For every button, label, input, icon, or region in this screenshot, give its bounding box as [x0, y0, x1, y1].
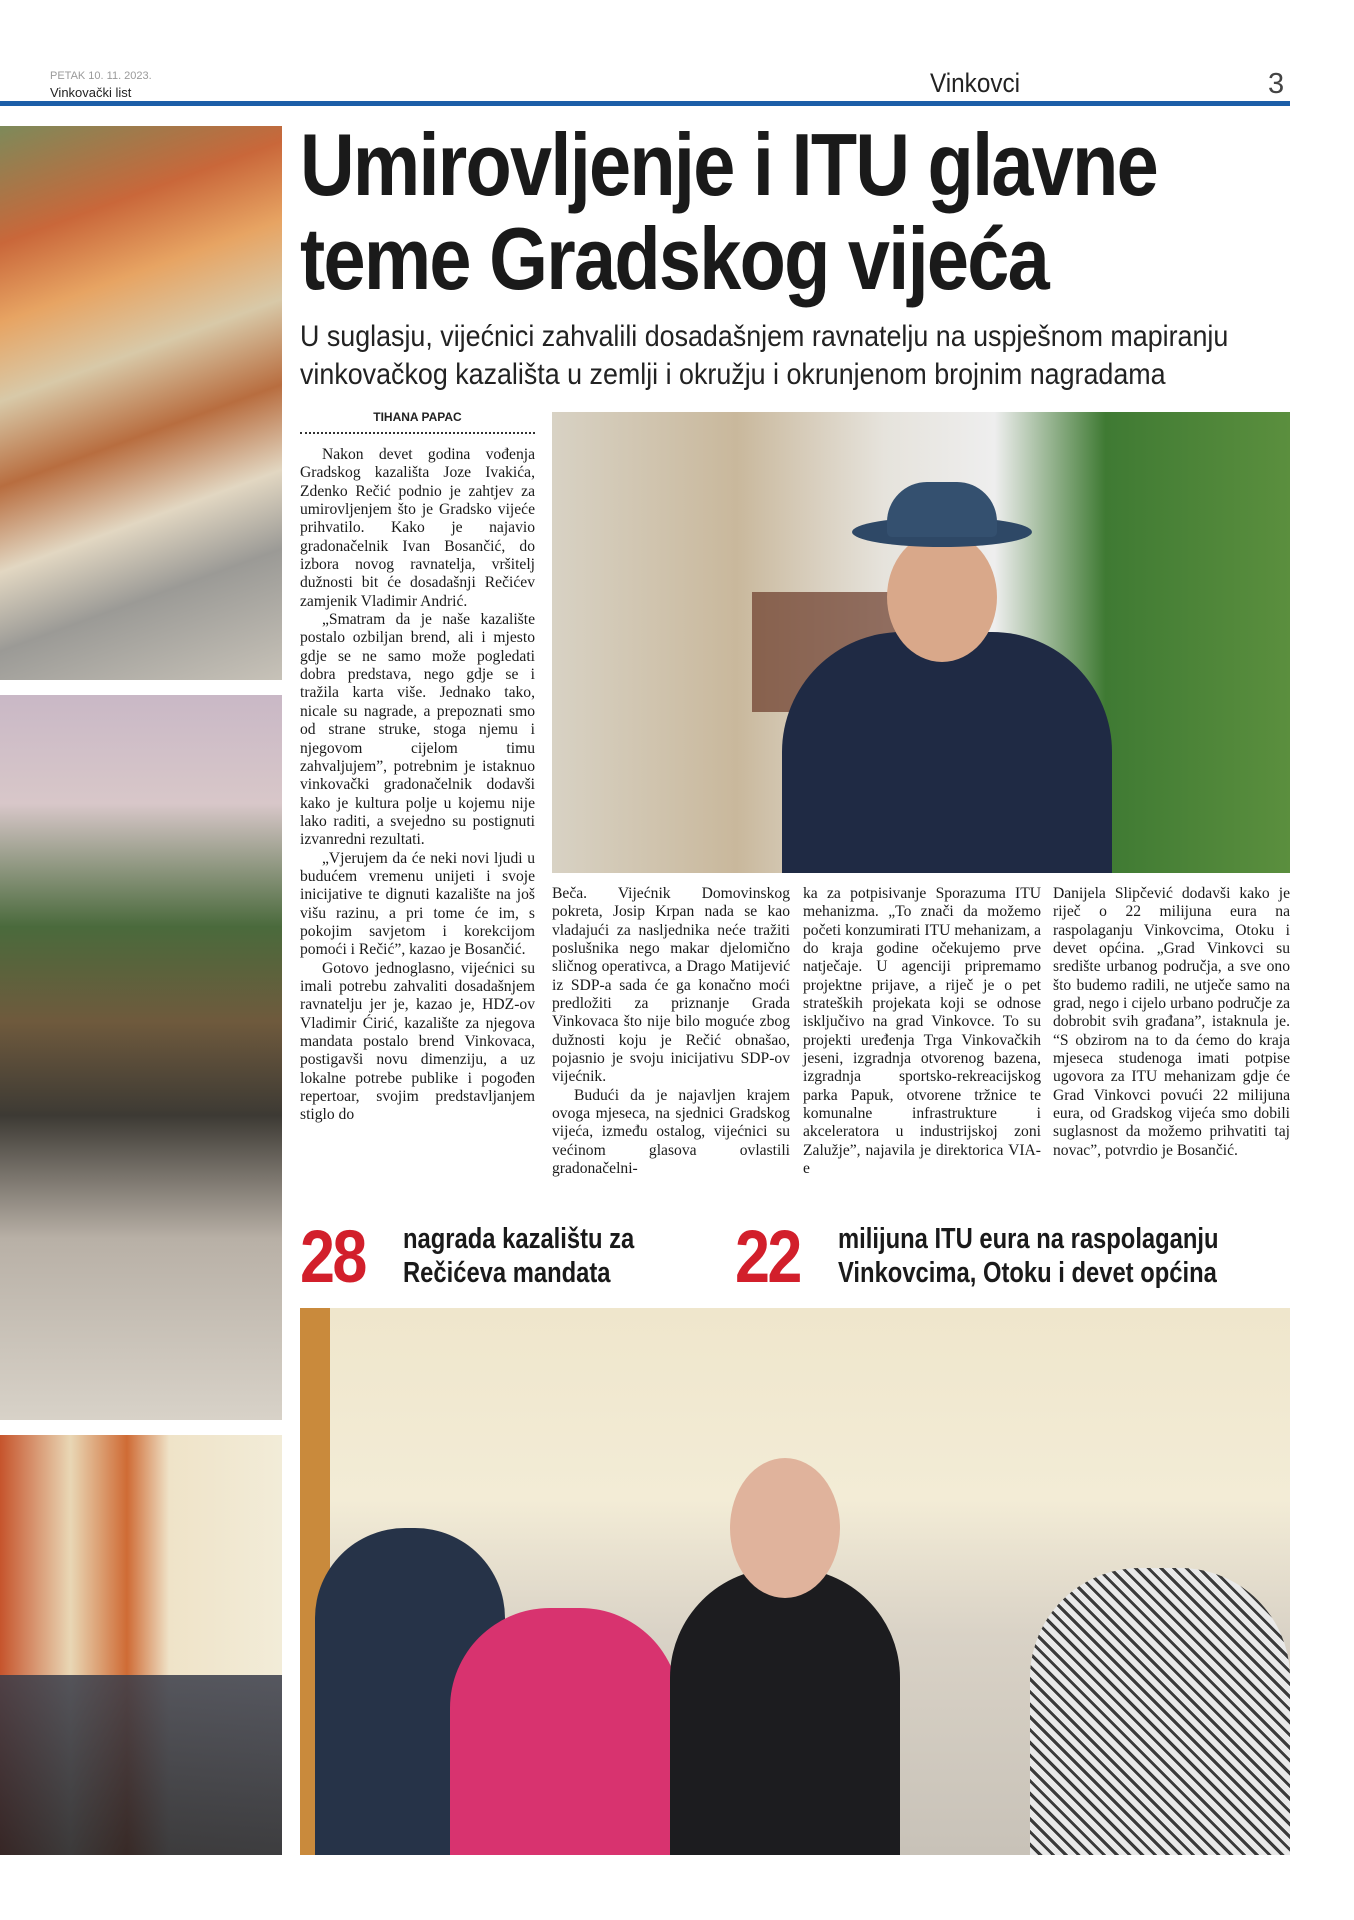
- issue-date: PETAK 10. 11. 2023.: [50, 70, 152, 82]
- subheadline: U suglasju, vijećnici zahvalili dosadašnjem ravnatelju na uspješnom mapiranju vinkovačkog kazališta u zemlji i okružju i okrunjenom brojnim nagradama: [300, 320, 1229, 391]
- paragraph: „Vjerujem da će neki novi ljudi u budućem vremenu unijeti i svoje inicijative te dignuti kazalište na još višu razinu, a pri tome će im, s pokojim savjetom i korekcijom pomoći i Rečić”, kazao je Bosančić.: [300, 849, 535, 959]
- paragraph: „Smatram da je naše kazalište postalo ozbiljan brend, ali i mjesto gdje se ne samo može pogledati dobra predstava, nego gdje se i tražila karta više. Jednako tako, nicale su nagrade, a prepoznati smo od strane struke, stoga njemu i njegovom cijelom timu zahvaljujem”, potrebnim je istaknuo vinkovački gradonačelnik dodavši kako je kultura polje u kojemu nije lako raditi, a svejedno su postignuti izvanredni rezultati.: [300, 611, 535, 849]
- stat-awards: [300, 1215, 700, 1298]
- photo-street-scene: [0, 695, 282, 1420]
- page-number: 3: [1268, 68, 1285, 100]
- photo-aerial-town: [0, 126, 282, 680]
- paragraph: ka za potpisivanje Sporazuma ITU mehanizma. „To znači da možemo početi konzumirati ITU mehanizam, a do kraja godine očekujemo prve natječaje. U agenciji pripremamo projektne prijave, a riječ je o pet strateških projekata koji se odnose isključivo na grad Vinkovce. To su projekti uređenja Trga Vinkovačkih jeseni, izgradnja otvorenog bazena, izgradnja sportsko-rekreacijskog parka Papuk, otvorene tržnice te komunalne infrastrukture i akceleratora u industrijskoj zoni Zalužje”, najavila je direktorica VIA-e: [803, 885, 1041, 1178]
- header-rule: [0, 101, 1290, 106]
- section-title: Vinkovci: [930, 68, 1021, 98]
- article-column-3: [803, 885, 1041, 1179]
- article-column-1: [300, 446, 535, 1125]
- stat-label: nagrada kazalištu za Rečićeva mandata: [403, 1223, 635, 1289]
- paragraph: Budući da je najavljen krajem ovoga mjeseca, na sjednici Gradskog vijeća, između ostalog, vijećnici su većinom glasova ovlastili gradonačelni-: [552, 1086, 790, 1178]
- stat-number: 22: [735, 1215, 800, 1298]
- paragraph: Nakon devet godina vođenja Gradskog kazališta Joze Ivakića, Zdenko Rečić podnio je zahtjev za umirovljenjem što je Gradsko vijeće prihvatilo. Kako je najavio gradonačelnik Ivan Bosančić, do izbora novog ravnatelja, vršitelj dužnosti bit će dosadašnji Rečićev zamjenik Vladimir Andrić.: [300, 446, 535, 610]
- newspaper-name: Vinkovački list: [50, 85, 132, 100]
- byline: TIHANA PAPAC: [373, 410, 462, 424]
- stat-number: 28: [300, 1215, 365, 1298]
- paragraph: Danijela Slipčević dodavši kako je riječ o 22 milijuna eura na raspolaganju Vinkovcima, Otoku i devet općina. „Grad Vinkovci su središte urbanog područja, a sve ono što budemo radili, ne utječe samo na grad, nego i cijelo urbano područje za dobrobit svih građana”, istaknula je. “S obzirom na to da ćemo do kraja mjeseca studenoga imati potpise ugovora za ITU mehanizam gdje će Grad Vinkovci povući 22 milijuna eura, od Gradskog vijeća smo dobili suglasnost da možemo prihvatiti taj novac”, potvrdio je Bosančić.: [1053, 885, 1290, 1159]
- headline: Umirovljenje i ITU glavne teme Gradskog vijeća: [300, 115, 1158, 308]
- byline-divider: [300, 432, 535, 434]
- article-column-2: [552, 885, 790, 1179]
- stat-label: milijuna ITU eura na raspolaganju Vinkovcima, Otoku i devet općina: [838, 1223, 1219, 1289]
- article-column-4: [1053, 885, 1290, 1160]
- photo-council-session: [300, 1308, 1290, 1855]
- paragraph: Gotovo jednoglasno, vijećnici su imali potrebu zahvaliti dosadašnjem ravnatelju jer je, kazao je, HDZ-ov Vladimir Ćirić, kazalište za njegova mandata postalo brend Vinkovaca, postigavši novu dimenziju, a uz lokalne potrebe publike i pogođen repertoar, svojim predstavljanjem stiglo do: [300, 959, 535, 1124]
- photo-portrait-recic: [552, 412, 1290, 873]
- paragraph: Beča. Vijećnik Domovinskog pokreta, Josip Krpan nada se kao vladajući za nasljednika neće tražiti poslušnika nego makar djelomično sličnog operativca, a Drago Matijević iz SDP-a sada će ga konačno moći predložiti za priznanje Grada Vinkovaca što nije bilo moguće zbog dužnosti koju je Rečić obnašao, pojasnio je svoju inicijativu SDP-ov vijećnik.: [552, 885, 790, 1086]
- photo-council-members: [0, 1435, 282, 1855]
- stat-itu-funds: [735, 1215, 1295, 1298]
